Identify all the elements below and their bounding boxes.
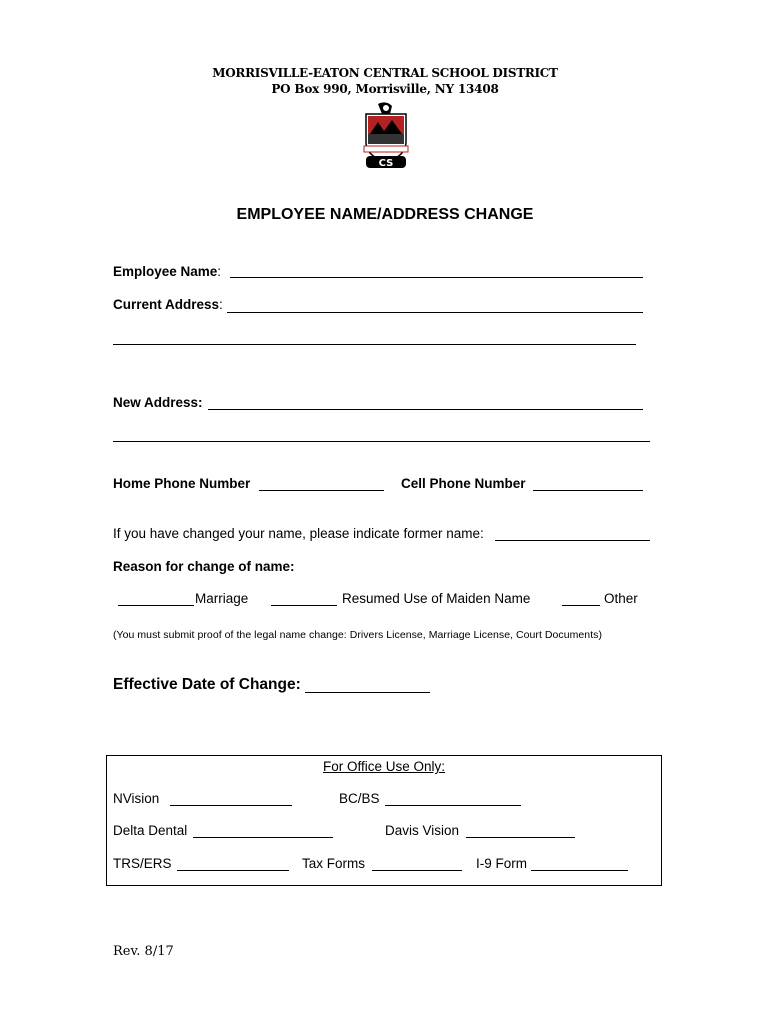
other-checkline[interactable] (562, 605, 600, 606)
effective-date-label: Effective Date of Change: (113, 676, 301, 693)
proof-note: (You must submit proof of the legal name change: Drivers License, Marriage License, Court Documents) (113, 629, 603, 641)
bcbs-field[interactable] (385, 805, 521, 806)
maiden-checkline[interactable] (271, 605, 337, 606)
delta-dental-field[interactable] (193, 837, 333, 838)
trs-ers-field[interactable] (177, 870, 289, 871)
reason-maiden-name: Resumed Use of Maiden Name (342, 591, 531, 606)
nvision-label: NVision (113, 791, 160, 806)
reason-marriage: Marriage (195, 591, 249, 606)
logo-lettering: CS (378, 158, 394, 169)
davis-vision-label: Davis Vision (385, 823, 460, 838)
i9-form-field[interactable] (531, 870, 628, 871)
current-address-field-line2[interactable] (113, 344, 636, 345)
trs-ers-label: TRS/ERS (113, 856, 172, 871)
new-address-field[interactable] (208, 409, 643, 410)
tax-forms-field[interactable] (372, 870, 462, 871)
i9-form-label: I-9 Form (476, 856, 528, 871)
delta-dental-label: Delta Dental (113, 823, 188, 838)
home-phone-field[interactable] (259, 490, 384, 491)
new-address-field-line2[interactable] (113, 441, 650, 442)
cell-phone-field[interactable] (533, 490, 643, 491)
tax-forms-label: Tax Forms (302, 856, 366, 871)
bcbs-label: BC/BS (339, 791, 380, 806)
office-use-title: For Office Use Only: (322, 759, 446, 774)
davis-vision-field[interactable] (466, 837, 575, 838)
current-address-field[interactable] (227, 312, 643, 313)
reason-label: Reason for change of name: (113, 559, 295, 574)
effective-date-field[interactable] (305, 692, 430, 693)
reason-other: Other (604, 591, 638, 606)
employee-name-row: Employee Name: (113, 264, 222, 279)
marriage-checkline[interactable] (118, 605, 194, 606)
district-address: PO Box 990, Morrisville, NY 13408 (271, 82, 499, 96)
employee-name-label: Employee Name (113, 264, 218, 279)
district-name: MORRISVILLE-EATON CENTRAL SCHOOL DISTRICT (212, 66, 558, 80)
current-address-label: Current Address: (113, 297, 223, 312)
district-logo (356, 100, 416, 172)
former-name-field[interactable] (495, 540, 650, 541)
employee-name-field[interactable] (230, 277, 643, 278)
former-name-label: If you have changed your name, please indicate former name: (113, 526, 484, 541)
revision-note: Rev. 8/17 (113, 944, 174, 959)
page-title: EMPLOYEE NAME/ADDRESS CHANGE (236, 206, 534, 223)
nvision-field[interactable] (170, 805, 292, 806)
home-phone-label: Home Phone Number (113, 476, 251, 491)
cell-phone-label: Cell Phone Number (401, 476, 526, 491)
new-address-label: New Address: (113, 395, 203, 410)
office-use-box (106, 755, 662, 886)
